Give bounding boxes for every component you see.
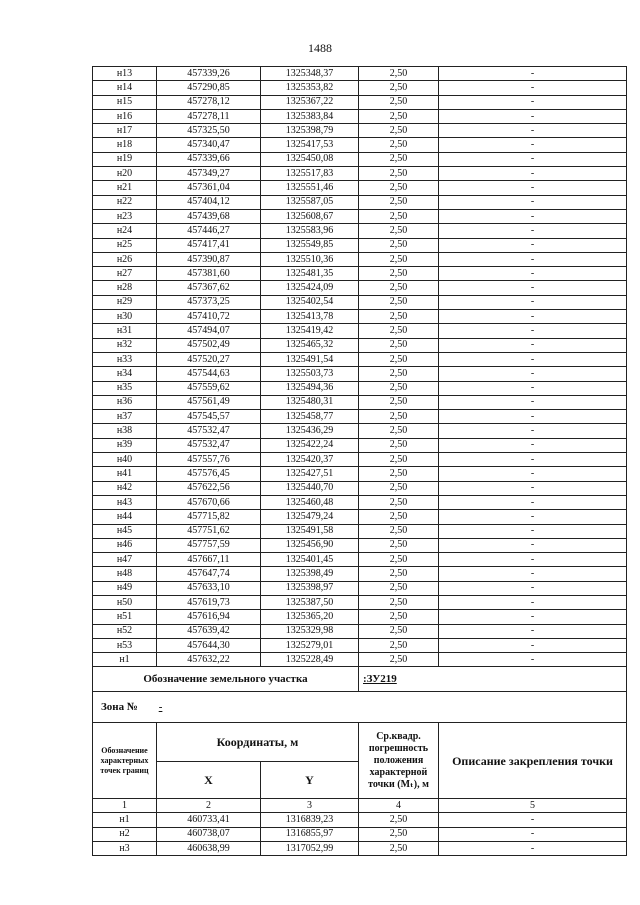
table-row: [93, 181, 627, 195]
error-cell: 2,50: [359, 481, 439, 495]
table-row: [93, 467, 627, 481]
point-id-cell: н29: [93, 295, 157, 309]
description-cell: -: [439, 481, 627, 495]
error-cell: 2,50: [359, 224, 439, 238]
y-coordinate-cell: 1325436,29: [261, 424, 359, 438]
error-cell: 2,50: [359, 324, 439, 338]
x-coordinate-cell: 457757,59: [157, 538, 261, 552]
y-coordinate-cell: 1325228,49: [261, 653, 359, 667]
error-cell: 2,50: [359, 209, 439, 223]
x-coordinate-cell: 457644,30: [157, 638, 261, 652]
table-row: [93, 167, 627, 181]
y-coordinate-cell: 1325387,50: [261, 595, 359, 609]
table-row: [93, 95, 627, 109]
description-cell: -: [439, 624, 627, 638]
table-row: [93, 553, 627, 567]
error-cell: 2,50: [359, 124, 439, 138]
table-row: [93, 481, 627, 495]
y-coordinate-cell: 1316839,23: [261, 813, 359, 827]
table-row: [93, 138, 627, 152]
coordinates-bottom-rows: [93, 813, 627, 856]
y-coordinate-cell: 1325491,54: [261, 352, 359, 366]
header-y: Y: [261, 762, 359, 799]
y-coordinate-cell: 1325465,32: [261, 338, 359, 352]
table-row: [93, 395, 627, 409]
error-cell: 2,50: [359, 581, 439, 595]
point-id-cell: н28: [93, 281, 157, 295]
error-cell: 2,50: [359, 595, 439, 609]
x-coordinate-cell: 457667,11: [157, 553, 261, 567]
error-cell: 2,50: [359, 653, 439, 667]
error-cell: 2,50: [359, 510, 439, 524]
table-row: [93, 524, 627, 538]
point-id-cell: н32: [93, 338, 157, 352]
error-cell: 2,50: [359, 524, 439, 538]
point-id-cell: н39: [93, 438, 157, 452]
x-coordinate-cell: 457417,41: [157, 238, 261, 252]
point-id-cell: н20: [93, 167, 157, 181]
point-id-cell: н45: [93, 524, 157, 538]
error-cell: 2,50: [359, 827, 439, 841]
y-coordinate-cell: 1325413,78: [261, 310, 359, 324]
x-coordinate-cell: 457751,62: [157, 524, 261, 538]
error-cell: 2,50: [359, 495, 439, 509]
x-coordinate-cell: 457290,85: [157, 81, 261, 95]
y-coordinate-cell: 1325551,46: [261, 181, 359, 195]
x-coordinate-cell: 457502,49: [157, 338, 261, 352]
y-coordinate-cell: 1325517,83: [261, 167, 359, 181]
x-coordinate-cell: 460738,07: [157, 827, 261, 841]
point-id-cell: н33: [93, 352, 157, 366]
x-coordinate-cell: 457619,73: [157, 595, 261, 609]
zone-row: [93, 692, 627, 723]
description-cell: -: [439, 581, 627, 595]
col-number: 5: [439, 799, 627, 813]
table-row: [93, 595, 627, 609]
y-coordinate-cell: 1325422,24: [261, 438, 359, 452]
y-coordinate-cell: 1325503,73: [261, 367, 359, 381]
y-coordinate-cell: 1325398,49: [261, 567, 359, 581]
error-cell: 2,50: [359, 181, 439, 195]
x-coordinate-cell: 457544,63: [157, 367, 261, 381]
error-cell: 2,50: [359, 538, 439, 552]
description-cell: -: [439, 195, 627, 209]
table-row: [93, 224, 627, 238]
description-cell: -: [439, 610, 627, 624]
x-coordinate-cell: 457670,66: [157, 495, 261, 509]
y-coordinate-cell: 1325456,90: [261, 538, 359, 552]
x-coordinate-cell: 457325,50: [157, 124, 261, 138]
description-cell: -: [439, 638, 627, 652]
error-cell: 2,50: [359, 338, 439, 352]
error-cell: 2,50: [359, 467, 439, 481]
x-coordinate-cell: 457494,07: [157, 324, 261, 338]
y-coordinate-cell: 1325481,35: [261, 267, 359, 281]
point-id-cell: н34: [93, 367, 157, 381]
x-coordinate-cell: 457439,68: [157, 209, 261, 223]
x-coordinate-cell: 457339,66: [157, 152, 261, 166]
table-row: [93, 152, 627, 166]
y-coordinate-cell: 1316855,97: [261, 827, 359, 841]
error-cell: 2,50: [359, 267, 439, 281]
y-coordinate-cell: 1325365,20: [261, 610, 359, 624]
error-cell: 2,50: [359, 381, 439, 395]
table-row: [93, 352, 627, 366]
point-id-cell: н24: [93, 224, 157, 238]
description-cell: -: [439, 109, 627, 123]
description-cell: -: [439, 367, 627, 381]
error-cell: 2,50: [359, 813, 439, 827]
description-cell: -: [439, 295, 627, 309]
x-coordinate-cell: 457446,27: [157, 224, 261, 238]
y-coordinate-cell: 1317052,99: [261, 842, 359, 856]
x-coordinate-cell: 457373,25: [157, 295, 261, 309]
point-id-cell: н36: [93, 395, 157, 409]
point-id-cell: н43: [93, 495, 157, 509]
description-cell: -: [439, 438, 627, 452]
x-coordinate-cell: 457715,82: [157, 510, 261, 524]
point-id-cell: н13: [93, 67, 157, 81]
description-cell: -: [439, 842, 627, 856]
description-cell: -: [439, 138, 627, 152]
point-id-cell: н31: [93, 324, 157, 338]
description-cell: -: [439, 209, 627, 223]
y-coordinate-cell: 1325401,45: [261, 553, 359, 567]
x-coordinate-cell: 457367,62: [157, 281, 261, 295]
table-row: [93, 67, 627, 81]
description-cell: -: [439, 281, 627, 295]
table-row: [93, 638, 627, 652]
error-cell: 2,50: [359, 167, 439, 181]
point-id-cell: н1: [93, 653, 157, 667]
error-cell: 2,50: [359, 567, 439, 581]
point-id-cell: н14: [93, 81, 157, 95]
y-coordinate-cell: 1325460,48: [261, 495, 359, 509]
description-cell: -: [439, 524, 627, 538]
description-cell: -: [439, 152, 627, 166]
point-id-cell: н17: [93, 124, 157, 138]
table-row: [93, 510, 627, 524]
header-description: Описание закрепления точки: [439, 723, 627, 799]
page-number: 1488: [308, 41, 332, 55]
y-coordinate-cell: 1325329,98: [261, 624, 359, 638]
x-coordinate-cell: 457561,49: [157, 395, 261, 409]
point-id-cell: н50: [93, 595, 157, 609]
header-point-designation: Обозначение характерных точек границ: [93, 723, 157, 799]
table-row: [93, 81, 627, 95]
point-id-cell: н21: [93, 181, 157, 195]
col-number: 4: [359, 799, 439, 813]
y-coordinate-cell: 1325587,05: [261, 195, 359, 209]
point-id-cell: н27: [93, 267, 157, 281]
table-row: [93, 827, 627, 841]
error-cell: 2,50: [359, 438, 439, 452]
error-cell: 2,50: [359, 295, 439, 309]
header-error: Ср.квадр. погрешность положения характерной точки (Mₜ), м: [359, 723, 439, 799]
header-x: X: [157, 762, 261, 799]
y-coordinate-cell: 1325419,42: [261, 324, 359, 338]
y-coordinate-cell: 1325458,77: [261, 410, 359, 424]
x-coordinate-cell: 457532,47: [157, 424, 261, 438]
description-cell: -: [439, 67, 627, 81]
col-number: 2: [157, 799, 261, 813]
y-coordinate-cell: 1325608,67: [261, 209, 359, 223]
description-cell: -: [439, 267, 627, 281]
x-coordinate-cell: 457361,04: [157, 181, 261, 195]
y-coordinate-cell: 1325510,36: [261, 252, 359, 266]
table-row: [93, 453, 627, 467]
error-cell: 2,50: [359, 842, 439, 856]
x-coordinate-cell: 457339,26: [157, 67, 261, 81]
table-row: [93, 338, 627, 352]
x-coordinate-cell: 457278,11: [157, 109, 261, 123]
x-coordinate-cell: 460733,41: [157, 813, 261, 827]
coordinates-top-rows: [93, 67, 627, 667]
y-coordinate-cell: 1325402,54: [261, 295, 359, 309]
zone-label: Зона №: [101, 701, 138, 714]
description-cell: -: [439, 252, 627, 266]
y-coordinate-cell: 1325398,79: [261, 124, 359, 138]
table-row: [93, 624, 627, 638]
x-coordinate-cell: 457545,57: [157, 410, 261, 424]
point-id-cell: н38: [93, 424, 157, 438]
error-cell: 2,50: [359, 553, 439, 567]
point-id-cell: н44: [93, 510, 157, 524]
description-cell: -: [439, 595, 627, 609]
x-coordinate-cell: 457576,45: [157, 467, 261, 481]
point-id-cell: н53: [93, 638, 157, 652]
col-number: 3: [261, 799, 359, 813]
error-cell: 2,50: [359, 95, 439, 109]
table-row: [93, 238, 627, 252]
table-row: [93, 495, 627, 509]
table-row: [93, 842, 627, 856]
parcel-value: :ЗУ219: [359, 667, 627, 692]
point-id-cell: н51: [93, 610, 157, 624]
x-coordinate-cell: 457349,27: [157, 167, 261, 181]
y-coordinate-cell: 1325479,24: [261, 510, 359, 524]
point-id-cell: н16: [93, 109, 157, 123]
description-cell: -: [439, 653, 627, 667]
point-id-cell: н52: [93, 624, 157, 638]
error-cell: 2,50: [359, 453, 439, 467]
point-id-cell: н49: [93, 581, 157, 595]
x-coordinate-cell: 457639,42: [157, 624, 261, 638]
header-coordinates: Координаты, м: [157, 723, 359, 762]
x-coordinate-cell: 457404,12: [157, 195, 261, 209]
col-number: 1: [93, 799, 157, 813]
y-coordinate-cell: 1325417,53: [261, 138, 359, 152]
point-id-cell: н48: [93, 567, 157, 581]
description-cell: -: [439, 310, 627, 324]
error-cell: 2,50: [359, 81, 439, 95]
x-coordinate-cell: 460638,99: [157, 842, 261, 856]
error-cell: 2,50: [359, 152, 439, 166]
x-coordinate-cell: 457616,94: [157, 610, 261, 624]
y-coordinate-cell: 1325491,58: [261, 524, 359, 538]
table-row: [93, 310, 627, 324]
x-coordinate-cell: 457381,60: [157, 267, 261, 281]
y-coordinate-cell: 1325383,84: [261, 109, 359, 123]
y-coordinate-cell: 1325427,51: [261, 467, 359, 481]
description-cell: -: [439, 567, 627, 581]
table-row: [93, 813, 627, 827]
description-cell: -: [439, 813, 627, 827]
table-row: [93, 410, 627, 424]
y-coordinate-cell: 1325420,37: [261, 453, 359, 467]
description-cell: -: [439, 238, 627, 252]
point-id-cell: н2: [93, 827, 157, 841]
table-row: [93, 324, 627, 338]
table-row: [93, 252, 627, 266]
y-coordinate-cell: 1325367,22: [261, 95, 359, 109]
point-id-cell: н41: [93, 467, 157, 481]
table-row: [93, 581, 627, 595]
error-cell: 2,50: [359, 67, 439, 81]
table-row: [93, 109, 627, 123]
point-id-cell: н47: [93, 553, 157, 567]
description-cell: -: [439, 81, 627, 95]
description-cell: -: [439, 167, 627, 181]
table-row: [93, 124, 627, 138]
x-coordinate-cell: 457520,27: [157, 352, 261, 366]
x-coordinate-cell: 457532,47: [157, 438, 261, 452]
table-row: [93, 209, 627, 223]
y-coordinate-cell: 1325424,09: [261, 281, 359, 295]
y-coordinate-cell: 1325279,01: [261, 638, 359, 652]
point-id-cell: н19: [93, 152, 157, 166]
x-coordinate-cell: 457647,74: [157, 567, 261, 581]
point-id-cell: н23: [93, 209, 157, 223]
x-coordinate-cell: 457278,12: [157, 95, 261, 109]
description-cell: -: [439, 410, 627, 424]
error-cell: 2,50: [359, 638, 439, 652]
y-coordinate-cell: 1325480,31: [261, 395, 359, 409]
description-cell: -: [439, 453, 627, 467]
coordinates-table: [92, 66, 627, 856]
y-coordinate-cell: 1325494,36: [261, 381, 359, 395]
description-cell: -: [439, 324, 627, 338]
error-cell: 2,50: [359, 310, 439, 324]
y-coordinate-cell: 1325440,70: [261, 481, 359, 495]
point-id-cell: н3: [93, 842, 157, 856]
error-cell: 2,50: [359, 410, 439, 424]
table-row: [93, 424, 627, 438]
point-id-cell: н15: [93, 95, 157, 109]
error-cell: 2,50: [359, 238, 439, 252]
point-id-cell: н25: [93, 238, 157, 252]
error-cell: 2,50: [359, 281, 439, 295]
error-cell: 2,50: [359, 610, 439, 624]
table-row: [93, 381, 627, 395]
point-id-cell: н42: [93, 481, 157, 495]
y-coordinate-cell: 1325549,85: [261, 238, 359, 252]
y-coordinate-cell: 1325398,97: [261, 581, 359, 595]
description-cell: -: [439, 338, 627, 352]
point-id-cell: н1: [93, 813, 157, 827]
description-cell: -: [439, 827, 627, 841]
description-cell: -: [439, 352, 627, 366]
x-coordinate-cell: 457633,10: [157, 581, 261, 595]
description-cell: -: [439, 538, 627, 552]
error-cell: 2,50: [359, 352, 439, 366]
table-row: [93, 267, 627, 281]
error-cell: 2,50: [359, 395, 439, 409]
table-row: [93, 567, 627, 581]
description-cell: -: [439, 95, 627, 109]
x-coordinate-cell: 457340,47: [157, 138, 261, 152]
table-row: [93, 653, 627, 667]
description-cell: -: [439, 553, 627, 567]
error-cell: 2,50: [359, 109, 439, 123]
description-cell: -: [439, 224, 627, 238]
point-id-cell: н26: [93, 252, 157, 266]
y-coordinate-cell: 1325348,37: [261, 67, 359, 81]
y-coordinate-cell: 1325450,08: [261, 152, 359, 166]
description-cell: -: [439, 124, 627, 138]
table-row: [93, 367, 627, 381]
point-id-cell: н30: [93, 310, 157, 324]
x-coordinate-cell: 457632,22: [157, 653, 261, 667]
x-coordinate-cell: 457390,87: [157, 252, 261, 266]
description-cell: -: [439, 381, 627, 395]
parcel-label: Обозначение земельного участка: [93, 667, 359, 692]
error-cell: 2,50: [359, 367, 439, 381]
x-coordinate-cell: 457559,62: [157, 381, 261, 395]
description-cell: -: [439, 181, 627, 195]
description-cell: -: [439, 510, 627, 524]
coordinates-sheet: [92, 66, 626, 856]
point-id-cell: н18: [93, 138, 157, 152]
error-cell: 2,50: [359, 424, 439, 438]
description-cell: -: [439, 495, 627, 509]
x-coordinate-cell: 457410,72: [157, 310, 261, 324]
table-row: [93, 610, 627, 624]
y-coordinate-cell: 1325353,82: [261, 81, 359, 95]
description-cell: -: [439, 424, 627, 438]
parcel-section: [93, 667, 627, 813]
point-id-cell: н37: [93, 410, 157, 424]
y-coordinate-cell: 1325583,96: [261, 224, 359, 238]
x-coordinate-cell: 457557,76: [157, 453, 261, 467]
description-cell: -: [439, 467, 627, 481]
point-id-cell: н40: [93, 453, 157, 467]
table-row: [93, 538, 627, 552]
x-coordinate-cell: 457622,56: [157, 481, 261, 495]
description-cell: -: [439, 395, 627, 409]
table-row: [93, 295, 627, 309]
zone-value: -: [158, 701, 163, 714]
table-row: [93, 281, 627, 295]
point-id-cell: н46: [93, 538, 157, 552]
error-cell: 2,50: [359, 195, 439, 209]
point-id-cell: н22: [93, 195, 157, 209]
point-id-cell: н35: [93, 381, 157, 395]
error-cell: 2,50: [359, 252, 439, 266]
table-row: [93, 438, 627, 452]
error-cell: 2,50: [359, 138, 439, 152]
error-cell: 2,50: [359, 624, 439, 638]
table-row: [93, 195, 627, 209]
